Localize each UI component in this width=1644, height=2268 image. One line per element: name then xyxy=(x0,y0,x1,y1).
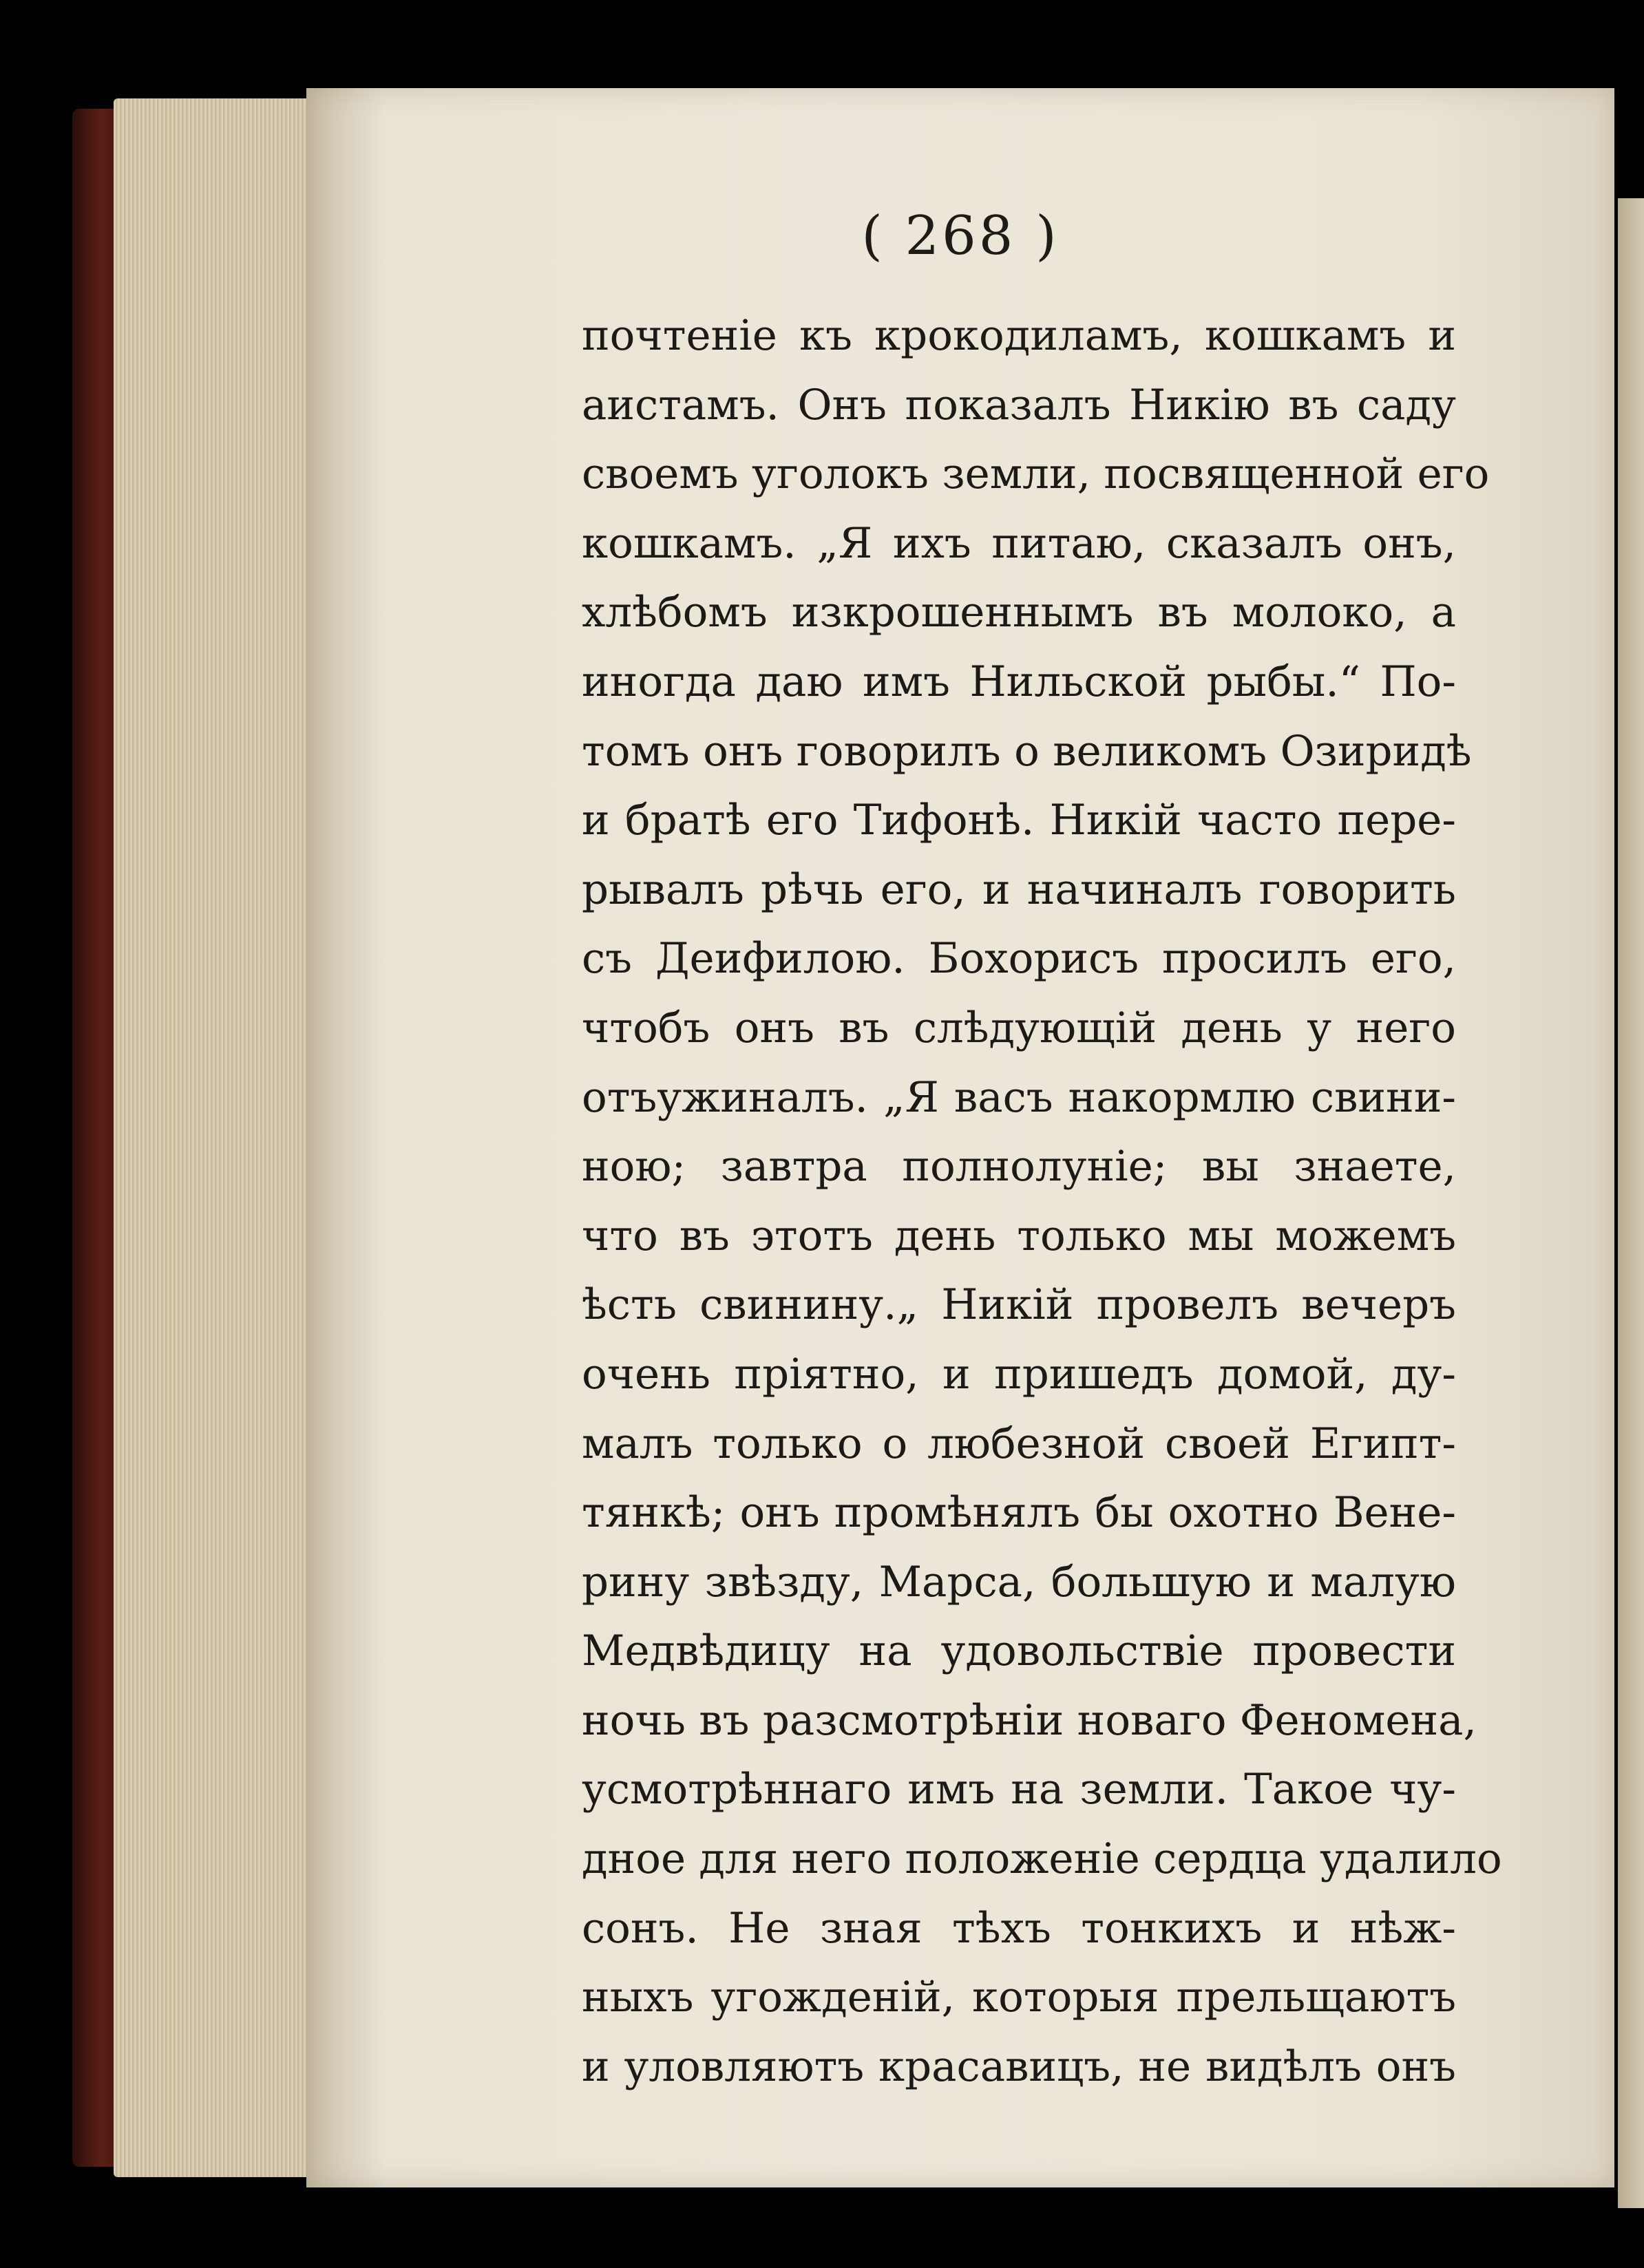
text-line: чтобъ онъ въ слѣдующій день у него xyxy=(582,1003,1456,1052)
text-line: ныхъ угожденій, которыя прельщаютъ xyxy=(582,1973,1456,2022)
text-line: кошкамъ. „Я ихъ питаю, сказалъ онъ, xyxy=(582,518,1456,568)
text-line: ночь въ разсмотрѣніи новаго Феномена, xyxy=(582,1695,1477,1745)
text-line: почтеніе къ крокодиламъ, кошкамъ и xyxy=(582,311,1456,360)
text-line: съ Деифилою. Бохорисъ просилъ его, xyxy=(582,934,1456,984)
text-line: тянкѣ; онъ промѣнялъ бы охотно Вене- xyxy=(582,1488,1456,1538)
text-line: Медвѣдицу на удовольствіе провести xyxy=(582,1626,1456,1676)
page-number: ( 268 ) xyxy=(861,205,1060,267)
text-line: усмотрѣннаго имъ на земли. Такое чу- xyxy=(582,1765,1456,1814)
text-line: своемъ уголокъ земли, посвященной его xyxy=(582,449,1490,499)
text-line: очень пріятно, и пришедъ домой, ду- xyxy=(582,1349,1456,1399)
book-page xyxy=(306,88,1614,2187)
text-line: ѣсть свинину.„ Никій провелъ вечеръ xyxy=(582,1280,1456,1330)
open-book xyxy=(72,88,1644,2187)
text-line: и братѣ его Тифонѣ. Никій часто пере- xyxy=(582,796,1456,845)
facing-page-edge xyxy=(1618,198,1644,2208)
text-line: иногда даю имъ Нильской рыбы.“ По- xyxy=(582,657,1456,706)
text-line: аистамъ. Онъ показалъ Никію въ саду xyxy=(582,380,1456,430)
text-line: рывалъ рѣчь его, и начиналъ говорить xyxy=(582,865,1456,914)
page-text xyxy=(582,301,1502,2101)
text-line: что въ этотъ день только мы можемъ xyxy=(582,1211,1456,1260)
text-line: ною; завтра полнолуніе; вы знаете, xyxy=(582,1142,1456,1191)
text-line: дное для него положеніе сердца удалило xyxy=(582,1834,1502,1884)
text-line: и уловляютъ красавицъ, не видѣлъ онъ xyxy=(582,2042,1456,2091)
text-line: отъужиналъ. „Я васъ накормлю свини- xyxy=(582,1072,1456,1122)
text-line: томъ онъ говорилъ о великомъ Озиридѣ xyxy=(582,726,1472,776)
text-line: хлѣбомъ изкрошеннымъ въ молоко, а xyxy=(582,588,1456,637)
text-line: сонъ. Не зная тѣхъ тонкихъ и нѣж- xyxy=(582,1903,1456,1953)
text-line: малъ только о любезной своей Египт- xyxy=(582,1419,1456,1468)
text-line: рину звѣзду, Марса, большую и малую xyxy=(582,1557,1456,1607)
